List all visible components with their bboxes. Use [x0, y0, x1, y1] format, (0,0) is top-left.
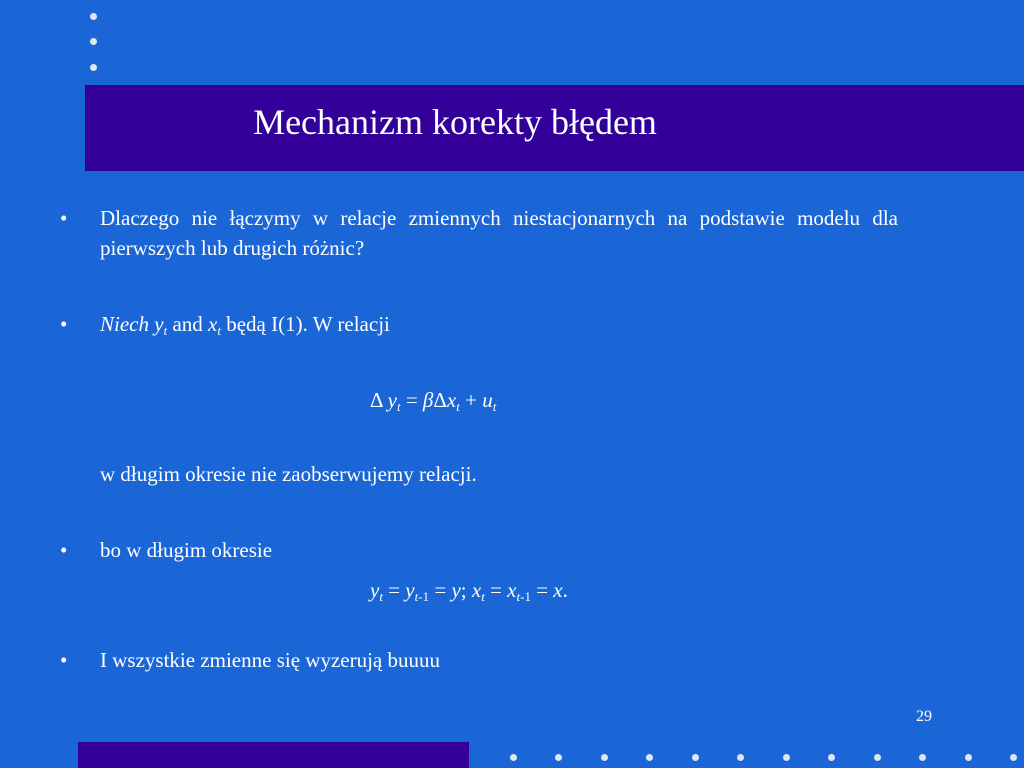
decorative-dot [919, 754, 926, 761]
bullet-marker: • [60, 648, 68, 672]
decorative-dot [965, 754, 972, 761]
bullet-marker: • [60, 206, 68, 230]
bullet-marker: • [60, 312, 68, 336]
decorative-dot [828, 754, 835, 761]
decorative-dot [1010, 754, 1017, 761]
decorative-dot [874, 754, 881, 761]
note-text: w długim okresie nie zaobserwujemy relacji. [100, 462, 477, 486]
decorative-dot [737, 754, 744, 761]
bottom-bar [78, 742, 469, 768]
page-number: 29 [916, 708, 932, 725]
decorative-dot [90, 13, 97, 20]
decorative-dot [510, 754, 517, 761]
decorative-dot [783, 754, 790, 761]
bullet-text-2: Niech $y_t$ and $x_t$ będą I(1). W relacji [100, 312, 390, 338]
decorative-dot [555, 754, 562, 761]
bullet-text-4: I wszystkie zmienne się wyzerują buuuu [100, 648, 440, 672]
bullet-text-1: Dlaczego nie łączymy w relacje zmiennych niestacjonarnych na podstawie modelu dla pierwszych lub drugich różnic? [100, 206, 898, 260]
bullet-marker: • [60, 538, 68, 562]
decorative-dot [90, 38, 97, 45]
decorative-dot [601, 754, 608, 761]
decorative-dot [646, 754, 653, 761]
decorative-dot [692, 754, 699, 761]
slide-title: Mechanizm korekty błędem [253, 102, 657, 142]
bullet-text-3: bo w długim okresie [100, 538, 273, 562]
equation-long-run: $y_t = y_{t-1} = y$; $x_t = x_{t-1} = x$. [370, 578, 568, 604]
decorative-dot [90, 64, 97, 71]
equation-first-differences: Δ $y_t = \beta\Delta x_t + u_t$ [370, 388, 497, 414]
